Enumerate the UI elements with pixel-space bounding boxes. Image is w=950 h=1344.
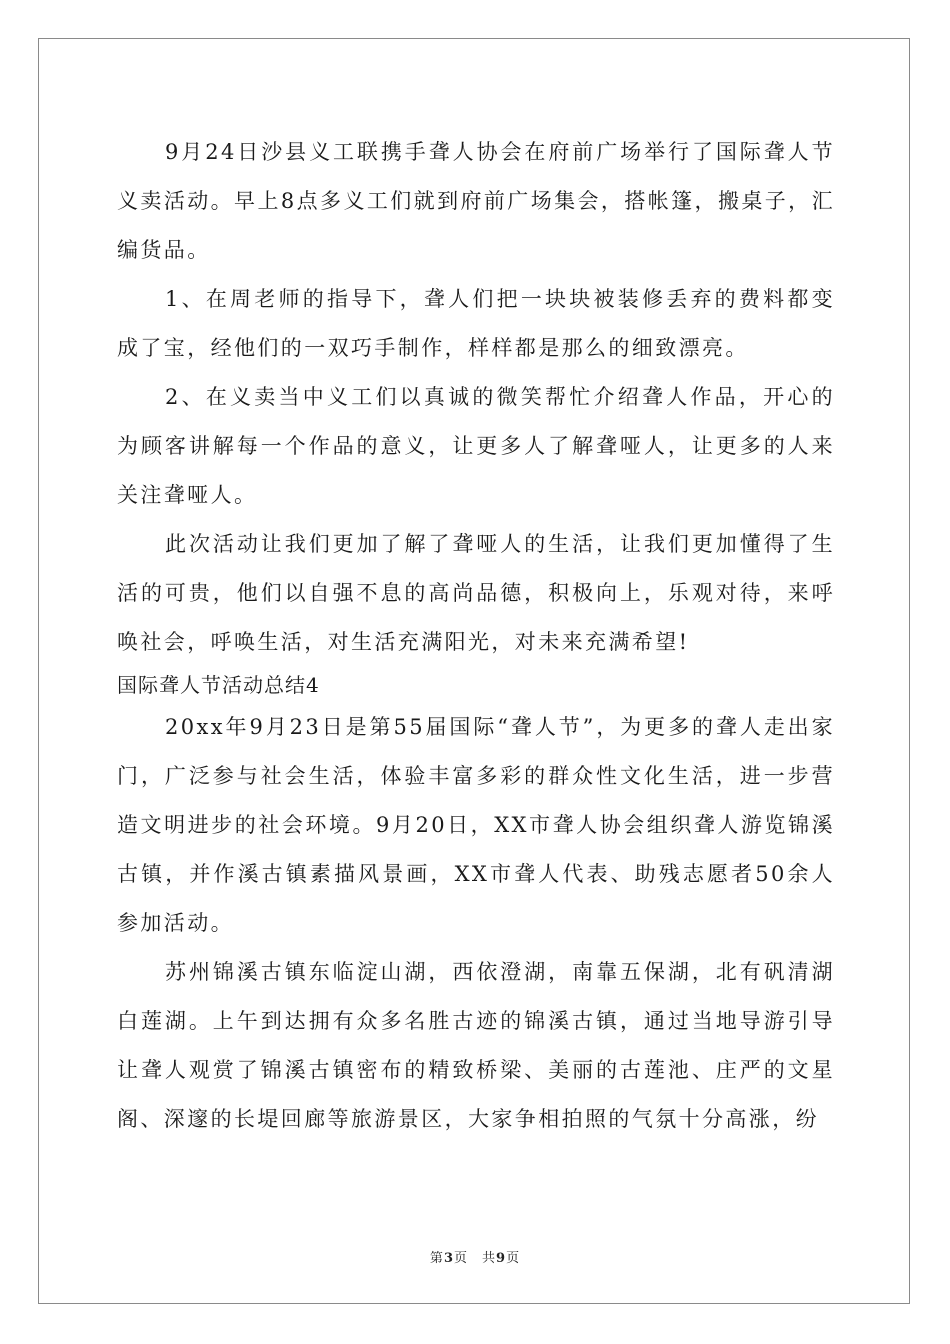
footer-page-current: 3 — [443, 1251, 454, 1266]
paragraph-item-1: 1、在周老师的指导下，聋人们把一块块被装修丢弃的费料都变成了宝，经他们的一双巧手制作，样样都是那么的细致漂亮。 — [117, 287, 835, 360]
paragraph-item-2: 2、在义卖当中义工们以真诚的微笑帮忙介绍聋人作品，开心的为顾客讲解每一个作品的意义，让更多人了解聋哑人，让更多的人来关注聋哑人。 — [117, 385, 835, 507]
document-body — [117, 128, 835, 1144]
paragraph-charity-sale: 9月24日沙县义工联携手聋人协会在府前广场举行了国际聋人节义卖活动。早上8点多义工们就到府前广场集会，搭帐篷，搬桌子，汇编货品。 — [117, 140, 835, 262]
paragraph-conclusion: 此次活动让我们更加了解了聋哑人的生活，让我们更加懂得了生活的可贵，他们以自强不息的高尚品德，积极向上，乐观对待，来呼唤社会，呼唤生活，对生活充满阳光，对未来充满希望! — [117, 532, 835, 654]
section-heading: 国际聋人节活动总结4 — [117, 673, 320, 697]
paragraph-jinxi-town: 苏州锦溪古镇东临淀山湖，西依澄湖，南靠五保湖，北有矾清湖白莲湖。上午到达拥有众多名胜古迹的锦溪古镇，通过当地导游引导让聋人观赏了锦溪古镇密布的精致桥梁、美丽的古莲池、庄严的文星阁、深邃的长堤回廊等旅游景区，大家争相拍照的气氛十分高涨，纷 — [117, 960, 835, 1131]
footer-page-prefix: 第 — [429, 1251, 444, 1266]
page-footer — [0, 1247, 950, 1266]
footer-total-suffix: 页 — [506, 1251, 521, 1266]
footer-page-total: 9 — [496, 1251, 507, 1266]
footer-page-mid: 页 — [453, 1251, 468, 1266]
footer-total-prefix: 共 — [482, 1251, 497, 1266]
paragraph-deaf-day-intro: 20xx年9月23日是第55届国际“聋人节”，为更多的聋人走出家门，广泛参与社会生活，体验丰富多彩的群众性文化生活，进一步营造文明进步的社会环境。9月20日，XX市聋人协会组织聋人游览锦溪古镇，并作溪古镇素描风景画，XX市聋人代表、助残志愿者50余人参加活动。 — [117, 715, 835, 935]
